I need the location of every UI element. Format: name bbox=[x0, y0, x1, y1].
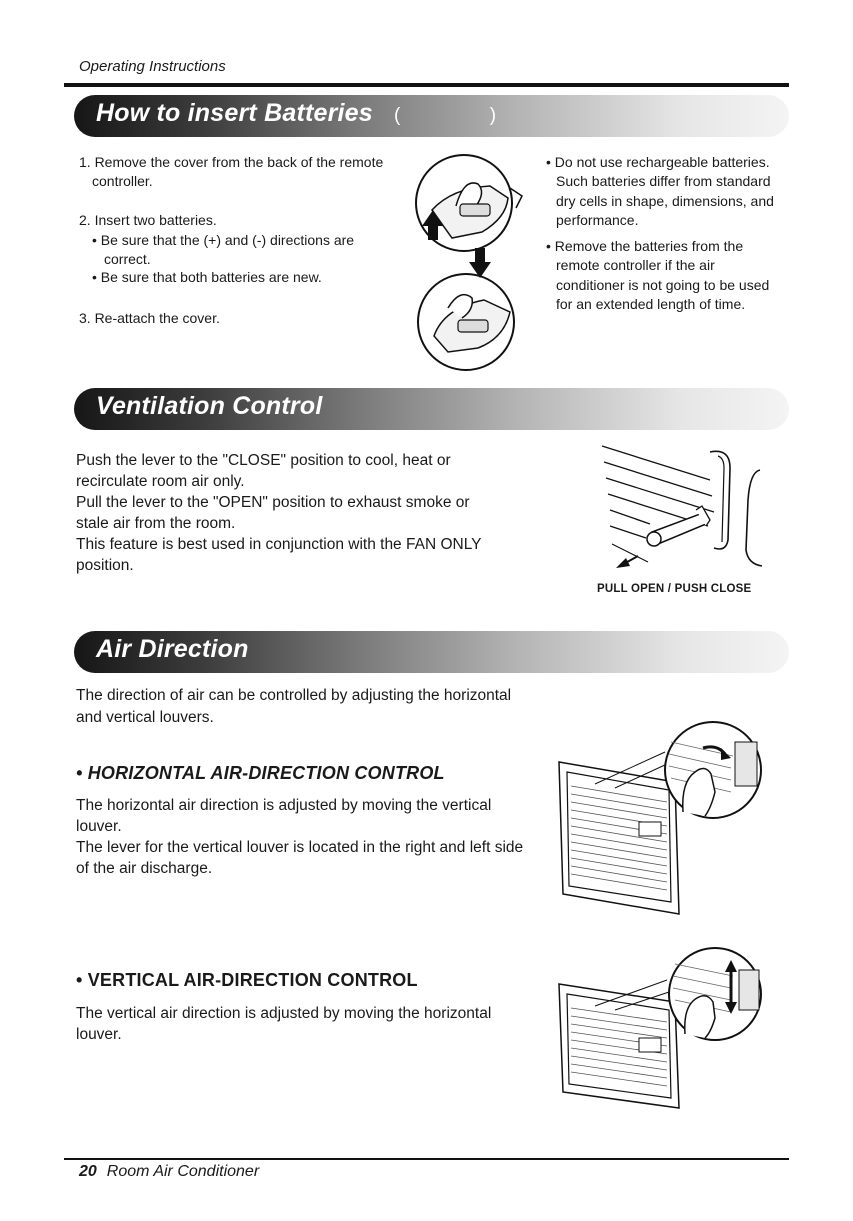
battery-note-1: • Do not use rechargeable batteries. bbox=[546, 154, 770, 170]
vent-lever-illustration bbox=[590, 440, 770, 580]
section-banner-air-direction bbox=[74, 631, 789, 673]
ventilation-line-5: This feature is best used in conjunction with the FAN ONLY bbox=[76, 536, 482, 553]
battery-note-1-line-2: Such batteries differ from standard bbox=[556, 173, 771, 189]
battery-note-2-line-3: conditioner is not going to be used bbox=[556, 277, 770, 293]
ac-unit-horizontal-illustration bbox=[555, 722, 770, 917]
battery-step-3: 3. Re-attach the cover. bbox=[79, 310, 220, 326]
section-title-batteries: How to insert Batteries ( ) bbox=[96, 99, 497, 127]
battery-step-1: 1. Remove the cover from the back of the remote bbox=[79, 154, 384, 170]
air-intro-line-1: The direction of air can be controlled by adjusting the horizontal bbox=[76, 687, 512, 704]
horizontal-line-1: The horizontal air direction is adjusted by moving the vertical bbox=[76, 797, 492, 814]
ventilation-line-2: recirculate room air only. bbox=[76, 473, 245, 490]
remote-battery-illustration bbox=[412, 148, 530, 374]
header-rule bbox=[64, 83, 789, 87]
battery-step-2-bullet-1: • Be sure that the (+) and (-) directions are bbox=[92, 232, 355, 248]
vertical-line-1: The vertical air direction is adjusted by moving the horizontal bbox=[76, 1005, 492, 1022]
battery-step-2: 2. Insert two batteries. bbox=[79, 212, 217, 228]
vertical-control-heading: • VERTICAL AIR-DIRECTION CONTROL bbox=[76, 970, 418, 990]
battery-note-1-line-4: performance. bbox=[556, 212, 639, 228]
ventilation-line-6: position. bbox=[76, 557, 134, 574]
battery-note-2-line-4: for an extended length of time. bbox=[556, 296, 746, 312]
vent-caption: PULL OPEN / PUSH CLOSE bbox=[597, 583, 752, 595]
section-title-air-direction: Air Direction bbox=[96, 635, 249, 663]
horizontal-line-3: The lever for the vertical louver is located in the right and left side bbox=[76, 839, 524, 856]
vertical-line-2: louver. bbox=[76, 1026, 122, 1043]
ventilation-line-1: Push the lever to the "CLOSE" position to cool, heat or bbox=[76, 452, 451, 469]
battery-note-1-line-3: dry cells in shape, dimensions, and bbox=[556, 193, 774, 209]
running-head: Operating Instructions bbox=[79, 58, 226, 75]
horizontal-control-heading: • HORIZONTAL AIR-DIRECTION CONTROL bbox=[76, 763, 445, 783]
footer-title: Room Air Conditioner bbox=[106, 1163, 260, 1180]
ac-unit-vertical-illustration bbox=[555, 948, 770, 1110]
ventilation-line-3: Pull the lever to the "OPEN" position to exhaust smoke or bbox=[76, 494, 470, 511]
section-banner-batteries bbox=[74, 95, 789, 137]
section-title-ventilation: Ventilation Control bbox=[96, 392, 323, 420]
battery-step-2-bullet-2: • Be sure that both batteries are new. bbox=[92, 269, 322, 285]
horizontal-line-4: of the air discharge. bbox=[76, 860, 213, 877]
air-intro-line-2: and vertical louvers. bbox=[76, 709, 214, 726]
page-footer bbox=[79, 1163, 259, 1181]
section-banner-ventilation bbox=[74, 388, 789, 430]
footer-rule bbox=[64, 1158, 789, 1160]
battery-step-1-cont: controller. bbox=[92, 173, 153, 189]
horizontal-line-2: louver. bbox=[76, 818, 122, 835]
battery-note-2: • Remove the batteries from the bbox=[546, 238, 744, 254]
page-number: 20 bbox=[79, 1163, 97, 1180]
battery-step-2-bullet-1-cont: correct. bbox=[104, 251, 151, 267]
battery-note-2-line-2: remote controller if the air bbox=[556, 257, 715, 273]
ventilation-line-4: stale air from the room. bbox=[76, 515, 236, 532]
